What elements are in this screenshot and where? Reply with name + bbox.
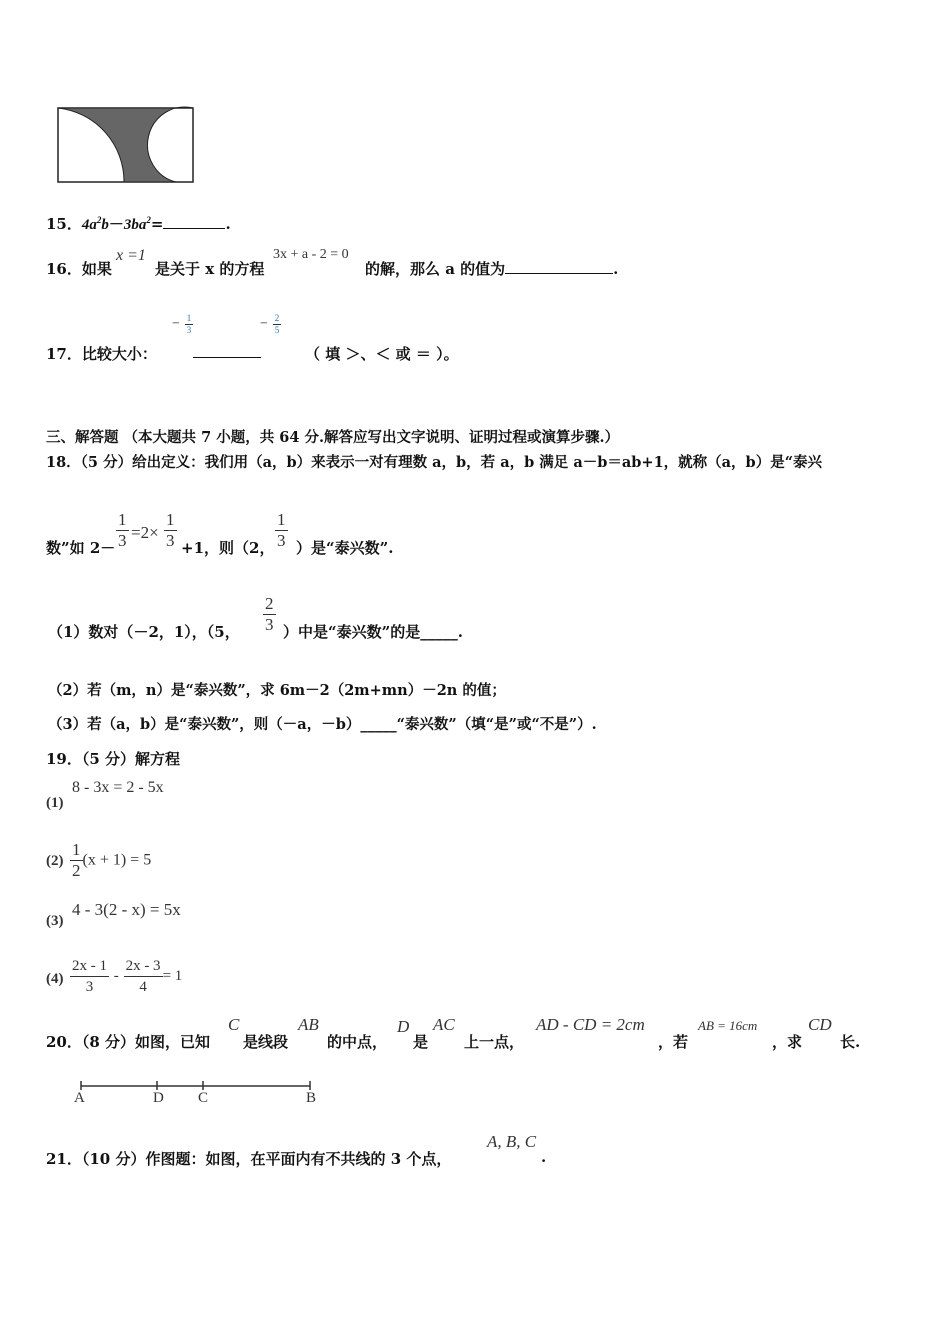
question-21: 21．（10 分）作图题：如图，在平面内有不共线的 3 个点， xyxy=(46,1150,452,1168)
q17-prefix: 17．比较大小： xyxy=(46,345,157,363)
q16-condition: x =1 xyxy=(116,247,146,264)
question-15: 15．$4a^2b-3ba^2=$ . xyxy=(46,215,231,233)
q18-line2-pre: 数”如 2－ xyxy=(46,539,116,557)
figure-label-c: C xyxy=(198,1090,209,1106)
q16-tail-text: 的解，那么 a 的值为 . xyxy=(365,260,619,278)
figure-label-d: D xyxy=(153,1090,164,1106)
q18-fraction-c: $\frac{1}{3}$ xyxy=(277,510,286,550)
q19-equation-3: 4 - 3(2 - x) = 5x xyxy=(72,900,181,919)
q19-equation-1: 8 - 3x = 2 - 5x xyxy=(72,779,164,796)
figure-label-a: A xyxy=(74,1090,85,1106)
q19-e4-label: (4) xyxy=(46,971,64,987)
section-3-title: 三、解答题 （本大题共 7 小题，共 64 分.解答应写出文字说明、证明过程或演算步骤.） xyxy=(46,429,620,446)
figure-label-b: B xyxy=(306,1090,317,1106)
q19-equation-4: $\frac{2x - 1}{3}$ - $\frac{2x - 3}{4}$ = 1 xyxy=(72,958,183,995)
q20-segment-cd: CD xyxy=(808,1015,832,1034)
q20-p3: 的中点， xyxy=(327,1033,388,1051)
question-16: 16．如果 xyxy=(46,260,112,278)
q20-p2: 是线段 xyxy=(243,1033,289,1051)
q18-part2: （2）若（m，n）是“泰兴数”，求 6m－2（2m+mn）－2n 的值； xyxy=(48,682,506,699)
q20-segment-ac: AC xyxy=(433,1015,455,1034)
q18-fraction-b: $\frac{1}{3}$ xyxy=(166,510,175,550)
q21-points: A, B, C xyxy=(487,1132,537,1151)
q19-title: 19．（5 分）解方程 xyxy=(46,750,181,768)
q20-p8: 长. xyxy=(840,1033,861,1051)
q19-equation-2: $\frac{1}{2}$ (x + 1) = 5 xyxy=(72,840,152,880)
q19-e2-label: (2) xyxy=(46,853,64,869)
q20-p7: ，求 xyxy=(772,1033,803,1051)
q16-equation: 3x + a - 2 = 0 xyxy=(273,247,349,262)
q20-p5: 上一点， xyxy=(464,1033,525,1051)
q18-part1-fraction: $\frac{2}{3}$ xyxy=(265,594,274,634)
q20-segment-ab: AB xyxy=(298,1015,319,1034)
q19-e3-label: (3) xyxy=(46,913,64,929)
q18-fraction-a: $\frac{1}{3}$ xyxy=(118,510,127,550)
q16-mid-text: 是关于 x 的方程 xyxy=(155,260,265,278)
q20-equation-2: AB = 16cm xyxy=(698,1018,758,1033)
q17-hint: （ 填 ＞、＜ 或 ＝ ）。 xyxy=(305,345,459,363)
q20-p6: ，若 xyxy=(658,1033,689,1051)
q20-equation-1: AD - CD = 2cm xyxy=(536,1015,645,1034)
q19-e1-label: (1) xyxy=(46,795,64,811)
q18-part3: （3）若（a，b）是“泰兴数”，则（－a，－b）_____“泰兴数”（填“是”或“不是”）. xyxy=(48,716,597,733)
q21-end: . xyxy=(541,1148,547,1166)
q18-line2-end: ）是“泰兴数”. xyxy=(296,539,394,557)
q18-line1: 18．（5 分）给出定义：我们用（a，b）来表示一对有理数 a，b，若 a，b 满足 a－b＝ab+1，就称（a，b）是“泰兴 xyxy=(46,454,823,471)
q17-right-fraction: − $\frac{2}{5}$ xyxy=(260,313,280,335)
q20-p4: 是 xyxy=(413,1033,429,1051)
shaded-region-figure xyxy=(56,106,196,186)
q17-answer-blank xyxy=(193,343,261,358)
q18-line2-mid: =2× xyxy=(131,523,159,542)
q17-left-fraction: − $\frac{1}{3}$ xyxy=(172,313,192,335)
q20-p1: 20．（8 分）如图，已知 xyxy=(46,1033,211,1051)
q18-part1-post: ）中是“泰兴数”的是_____. xyxy=(283,623,463,641)
q18-line2-post: +1，则（2， xyxy=(181,539,275,557)
q20-point-c: C xyxy=(228,1015,240,1034)
q18-part1-pre: （1）数对（－2，1），（5， xyxy=(48,623,240,641)
q20-point-d: D xyxy=(397,1017,410,1036)
